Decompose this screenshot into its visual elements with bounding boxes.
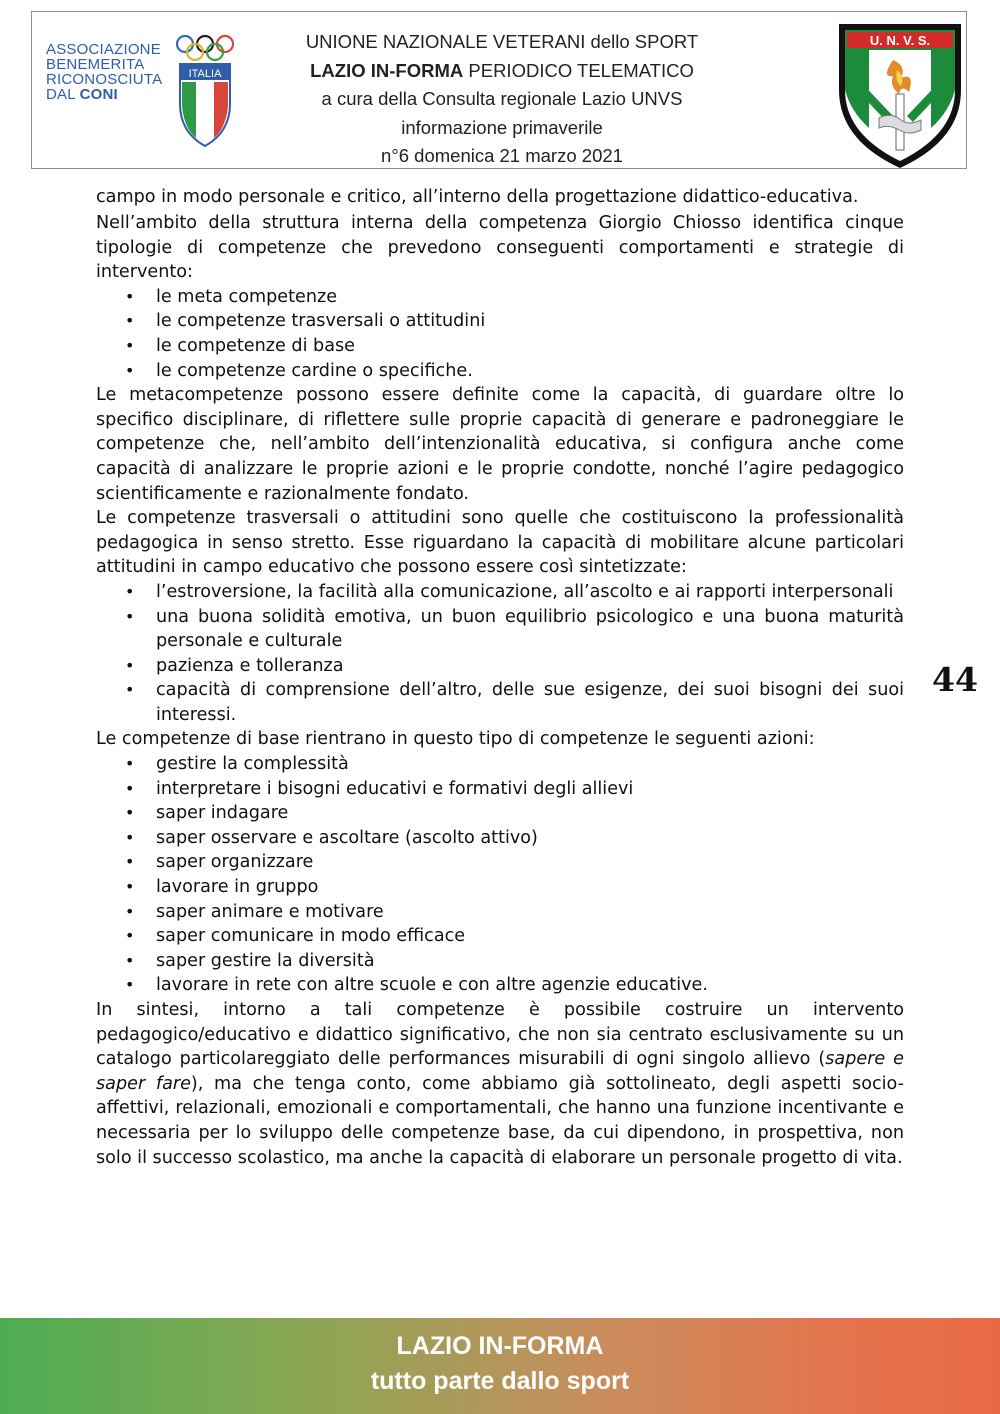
header-line-5: n°6 domenica 21 marzo 2021 [381,145,623,166]
assoc-line-4: DAL CONI [46,86,118,103]
list-item: • saper osservare e ascoltare (ascolto attivo) [156,826,904,851]
paragraph-1: campo in modo personale e critico, all’interno della progettazione didattico-educativa. [96,187,859,207]
list-item: • le meta competenze [156,285,904,310]
paragraph-2: Nell’ambito della struttura interna della competenza Giorgio Chiosso identifica cinque tipologie di competenze che prevedono conseguenti comportamenti e strategie di intervento: [96,213,904,283]
list-competence-types [96,285,904,383]
assoc-line-3: RICONOSCIUTA [46,71,163,88]
svg-text:U. N. V. S.: U. N. V. S. [869,33,931,48]
list-item: • saper animare e motivare [156,900,904,925]
list-item: • saper organizzare [156,850,904,875]
paragraph-6: In sintesi, intorno a tali competenze è possibile costruire un intervento pedagogico/educativo e didattico significativo, che non sia centrato esclusivamente su un catalogo particolareggiato delle performances misurabili di ogni singolo allievo (sapere e saper fare), ma che tenga conto, come abbiamo già sottolineato, degli aspetti socio-affettivi, relazionali, emozionali e comportamentali, che hanno una funzione incentivante e necessaria per lo sviluppo delle competenze base, da cui dipendono, in prospettiva, non solo il successo scolastico, ma anche la capacità di elaborare un personale progetto di vita. [96,1000,905,1168]
list-item: • pazienza e tolleranza [156,654,904,679]
page-header [31,11,967,169]
list-item: • saper comunicare in modo efficace [156,924,904,949]
olympic-italia-shield-icon [174,34,236,152]
header-line-4: informazione primaverile [401,116,603,138]
header-line-1: UNIONE NAZIONALE VETERANI dello SPORT [305,31,699,52]
page-number: 44 [932,660,978,699]
footer-tagline: tutto parte dallo sport [370,1367,630,1395]
list-item: • le competenze trasversali o attitudini [156,309,904,334]
list-item: • gestire la complessità [156,752,904,777]
association-text [46,42,186,102]
list-item: • lavorare in rete con altre scuole e con altre agenzie educative. [156,973,904,998]
list-item: • le competenze di base [156,334,904,359]
footer-title: LAZIO IN-FORMA [396,1332,604,1360]
coni-association-logo [46,40,236,150]
list-item: • l’estroversione, la facilità alla comunicazione, all’ascolto e ai rapporti interpersonali [156,580,904,605]
list-item: • lavorare in gruppo [156,875,904,900]
unvs-shield-logo [835,20,965,172]
list-item: • una buona solidità emotiva, un buon equilibrio psicologico e una buona maturità personale e culturale [156,605,904,654]
article-body [96,183,904,1170]
svg-text:ITALIA: ITALIA [188,68,222,80]
list-item: • le competenze cardine o specifiche. [156,359,904,384]
list-attitudes [96,580,904,728]
header-line-3: a cura della Consulta regionale Lazio UNVS [321,88,683,109]
assoc-line-2: BENEMERITA [46,56,145,73]
paragraph-4: Le competenze trasversali o attitudini sono quelle che costituiscono la professionalità pedagogica in senso stretto. Esse riguardano la capacità di mobilitare alcune particolari attitudini in campo educativo che possono essere così sintetizzate: [96,508,904,578]
assoc-line-1: ASSOCIAZIONE [46,41,161,58]
paragraph-3: Le metacompetenze possono essere definite come la capacità, di guardare oltre lo specifico disciplinare, di riflettere sulle proprie capacità di generare e padroneggiare le competenze che, nell’ambito dell’intenzionalità educativa, si configura anche come capacità di analizzare le proprie azioni e le proprie condotte, nonché l’agire pedagogico scientificamente e razionalmente fondato. [96,385,904,504]
list-base-actions [96,752,904,998]
list-item: • saper indagare [156,801,904,826]
list-item: • interpretare i bisogni educativi e formativi degli allievi [156,777,904,802]
list-item: • saper gestire la diversità [156,949,904,974]
header-line-2: LAZIO IN-FORMA PERIODICO TELEMATICO [310,59,694,81]
page-footer [0,1318,1000,1414]
paragraph-5: Le competenze di base rientrano in questo tipo di competenze le seguenti azioni: [96,729,815,750]
list-item: • capacità di comprensione dell’altro, delle sue esigenze, dei suoi bisogni dei suoi interessi. [156,678,904,727]
header-title-block [272,28,732,171]
